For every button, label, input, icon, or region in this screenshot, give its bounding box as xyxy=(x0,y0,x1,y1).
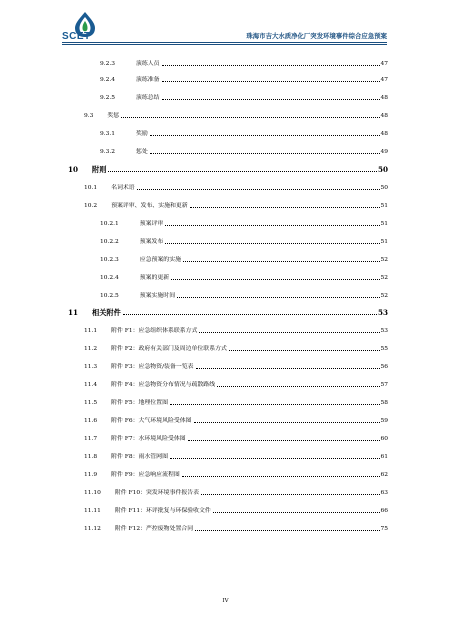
toc-dot-leader xyxy=(229,350,380,351)
toc-entry-title: 预案发布 xyxy=(139,239,164,245)
toc-entry[interactable] xyxy=(100,254,388,264)
toc-entry-page: 51 xyxy=(380,239,388,245)
toc-entry[interactable] xyxy=(84,110,388,120)
toc-entry-page: 52 xyxy=(380,257,388,263)
toc-entry-number: 11.10 xyxy=(84,490,101,496)
toc-entry[interactable] xyxy=(84,523,388,533)
toc-entry-number: 11.3 xyxy=(84,364,98,370)
toc-entry-number: 9.2.5 xyxy=(100,95,115,101)
toc-entry-page: 63 xyxy=(380,490,388,496)
toc-entry-page: 56 xyxy=(380,364,388,370)
toc-dot-leader xyxy=(196,368,380,369)
toc-dot-leader xyxy=(150,153,380,154)
toc-entry-page: 66 xyxy=(380,508,388,514)
logo-text: SCET xyxy=(62,31,91,42)
toc-entry-page: 59 xyxy=(380,418,388,424)
toc-entry-page: 61 xyxy=(380,454,388,460)
toc-entry[interactable] xyxy=(84,487,388,497)
toc-entry-number: 11.2 xyxy=(84,346,98,352)
toc-entry-page: 48 xyxy=(380,131,388,137)
toc-entry-title: 奖励 xyxy=(136,131,148,137)
toc-entry-page: 51 xyxy=(380,221,388,227)
toc-dot-leader xyxy=(190,207,380,208)
toc-entry-title: 附件 F5：地理位置图 xyxy=(111,400,168,406)
toc-entry[interactable] xyxy=(84,361,388,371)
toc-entry[interactable] xyxy=(84,343,388,353)
toc-dot-leader xyxy=(162,99,380,100)
toc-entry-title: 演练总结 xyxy=(136,95,160,101)
toc-entry-number: 11.4 xyxy=(84,382,98,388)
toc-entry-page: 52 xyxy=(380,275,388,281)
toc-dot-leader xyxy=(171,279,379,280)
toc-entry-title: 附件 F3：应急物资/装备一览表 xyxy=(111,364,194,370)
toc-entry-page: 48 xyxy=(380,113,388,119)
toc-entry-title: 预案实施时间 xyxy=(139,293,176,299)
toc-entry[interactable] xyxy=(68,307,388,317)
toc-entry-page: 48 xyxy=(380,95,388,101)
page-number: IV xyxy=(222,598,229,604)
toc-entry-title: 相关附件 xyxy=(92,308,121,317)
toc-dot-leader xyxy=(162,81,380,82)
toc-entry-number: 11.6 xyxy=(84,418,98,424)
toc-entry-title: 附件 F4：应急物资分布情况与疏散路线 xyxy=(111,382,216,388)
toc-dot-leader xyxy=(170,458,380,459)
toc-entry-number: 10.2.4 xyxy=(100,275,119,281)
toc-entry-title: 奖惩 xyxy=(107,113,120,119)
toc-entry-number: 9.3 xyxy=(84,113,94,119)
toc-entry-page: 53 xyxy=(377,308,388,317)
toc-entry-page: 62 xyxy=(380,472,388,478)
toc-entry-number: 11.8 xyxy=(84,454,98,460)
toc-entry-number: 11 xyxy=(68,308,79,317)
toc-entry[interactable] xyxy=(84,397,388,407)
toc-entry-page: 49 xyxy=(380,149,388,155)
header-divider xyxy=(62,42,387,43)
toc-entry-page: 57 xyxy=(380,382,388,388)
toc-entry[interactable] xyxy=(84,469,388,479)
toc-entry[interactable] xyxy=(84,325,388,335)
toc-entry-page: 47 xyxy=(380,77,388,83)
toc-entry[interactable] xyxy=(100,92,388,102)
toc-entry-title: 附件 F11：环评批复与环保验收文件 xyxy=(114,508,211,514)
toc-dot-leader xyxy=(213,512,380,513)
toc-entry-title: 附件 F12：严控废物处置合同 xyxy=(114,526,194,532)
toc-entry-number: 10.2.2 xyxy=(100,239,119,245)
toc-entry-number: 11.1 xyxy=(84,328,98,334)
toc-entry-title: 附件 F6：大气环境风险受体图 xyxy=(111,418,192,424)
toc-entry[interactable] xyxy=(100,290,388,300)
toc-entry[interactable] xyxy=(84,451,388,461)
toc-entry[interactable] xyxy=(100,272,388,282)
toc-entry[interactable] xyxy=(84,505,388,515)
toc-entry[interactable] xyxy=(68,164,388,174)
toc-entry-number: 9.2.4 xyxy=(100,77,115,83)
toc-entry-number: 11.5 xyxy=(84,400,98,406)
toc-entry-number: 10.2.1 xyxy=(100,221,119,227)
toc-entry-title: 附件 F2：政府有关部门及周边单位联系方式 xyxy=(111,346,227,352)
toc-entry[interactable] xyxy=(100,146,388,156)
toc-dot-leader xyxy=(137,189,380,190)
toc-entry[interactable] xyxy=(84,415,388,425)
toc-entry[interactable] xyxy=(100,218,388,228)
toc-dot-leader xyxy=(121,117,379,118)
toc-entry-title: 演练人员 xyxy=(136,61,160,67)
toc-entry-title: 附件 F7：水环境风险受体图 xyxy=(111,436,186,442)
header-divider-thin xyxy=(62,44,387,45)
toc-entry-title: 附件 F10：突发环境事件报告表 xyxy=(114,490,200,496)
toc-entry-number: 9.3.2 xyxy=(100,149,115,155)
toc-entry-page: 51 xyxy=(380,203,388,209)
toc-dot-leader xyxy=(150,135,380,136)
toc-entry-page: 75 xyxy=(380,526,388,532)
toc-entry[interactable] xyxy=(100,128,388,138)
toc-entry-page: 52 xyxy=(380,293,388,299)
toc-dot-leader xyxy=(183,261,380,262)
toc-entry-number: 9.2.3 xyxy=(100,61,115,67)
toc-entry-title: 预案评审 xyxy=(139,221,164,227)
toc-entry-title: 预案的更新 xyxy=(139,275,170,281)
toc-dot-leader xyxy=(162,65,380,66)
toc-dot-leader xyxy=(165,225,379,226)
toc-entry[interactable] xyxy=(84,200,388,210)
toc-entry-page: 53 xyxy=(380,328,388,334)
toc-entry-number: 10.2.5 xyxy=(100,293,119,299)
toc-dot-leader xyxy=(165,243,379,244)
toc-entry-page: 50 xyxy=(377,165,388,174)
toc-dot-leader xyxy=(182,476,380,477)
toc-dot-leader xyxy=(177,297,379,298)
toc-dot-leader xyxy=(123,314,377,315)
toc-dot-leader xyxy=(217,386,379,387)
toc-entry-page: 60 xyxy=(380,436,388,442)
toc-entry-title: 附件 F1：应急组织体系联系方式 xyxy=(111,328,198,334)
toc-entry-number: 10.2.3 xyxy=(100,257,119,263)
toc-entry-title: 预案评审、发布、实施和更新 xyxy=(111,203,188,209)
toc-entry[interactable] xyxy=(100,74,388,84)
toc-dot-leader xyxy=(201,494,379,495)
toc-entry-title: 名词术语 xyxy=(111,185,135,191)
toc-dot-leader xyxy=(195,530,379,531)
toc-dot-leader xyxy=(194,422,380,423)
toc-entry-title: 应急预案的实施 xyxy=(139,257,181,263)
toc-entry-title: 附件 F9：应急响应流程图 xyxy=(111,472,180,478)
toc-entry-number: 11.9 xyxy=(84,472,98,478)
document-header-title: 珠海市吉大水质净化厂突发环境事件综合应急预案 xyxy=(246,32,387,40)
toc-entry-number: 10.2 xyxy=(84,203,98,209)
toc-entry-title: 演练准备 xyxy=(136,77,160,83)
toc-entry[interactable] xyxy=(100,58,388,68)
toc-dot-leader xyxy=(108,171,377,172)
toc-entry[interactable] xyxy=(84,433,388,443)
toc-dot-leader xyxy=(199,332,379,333)
toc-entry-number: 11.12 xyxy=(84,526,101,532)
toc-entry[interactable] xyxy=(100,236,388,246)
toc-entry-page: 50 xyxy=(380,185,388,191)
toc-entry-title: 附件 F8：雨水管网图 xyxy=(111,454,168,460)
toc-entry-number: 11.11 xyxy=(84,508,101,514)
toc-entry-page: 58 xyxy=(380,400,388,406)
toc-entry-title: 惩处 xyxy=(136,149,148,155)
toc-entry-number: 11.7 xyxy=(84,436,98,442)
toc-dot-leader xyxy=(170,404,380,405)
toc-entry[interactable] xyxy=(84,182,388,192)
toc-entry-number: 10.1 xyxy=(84,185,98,191)
toc-dot-leader xyxy=(188,440,380,441)
toc-entry-number: 10 xyxy=(68,165,79,174)
toc-entry-title: 附则 xyxy=(92,165,107,174)
toc-entry-page: 47 xyxy=(380,61,388,67)
toc-entry-page: 55 xyxy=(380,346,388,352)
toc-entry[interactable] xyxy=(84,379,388,389)
toc-entry-number: 9.3.1 xyxy=(100,131,115,137)
